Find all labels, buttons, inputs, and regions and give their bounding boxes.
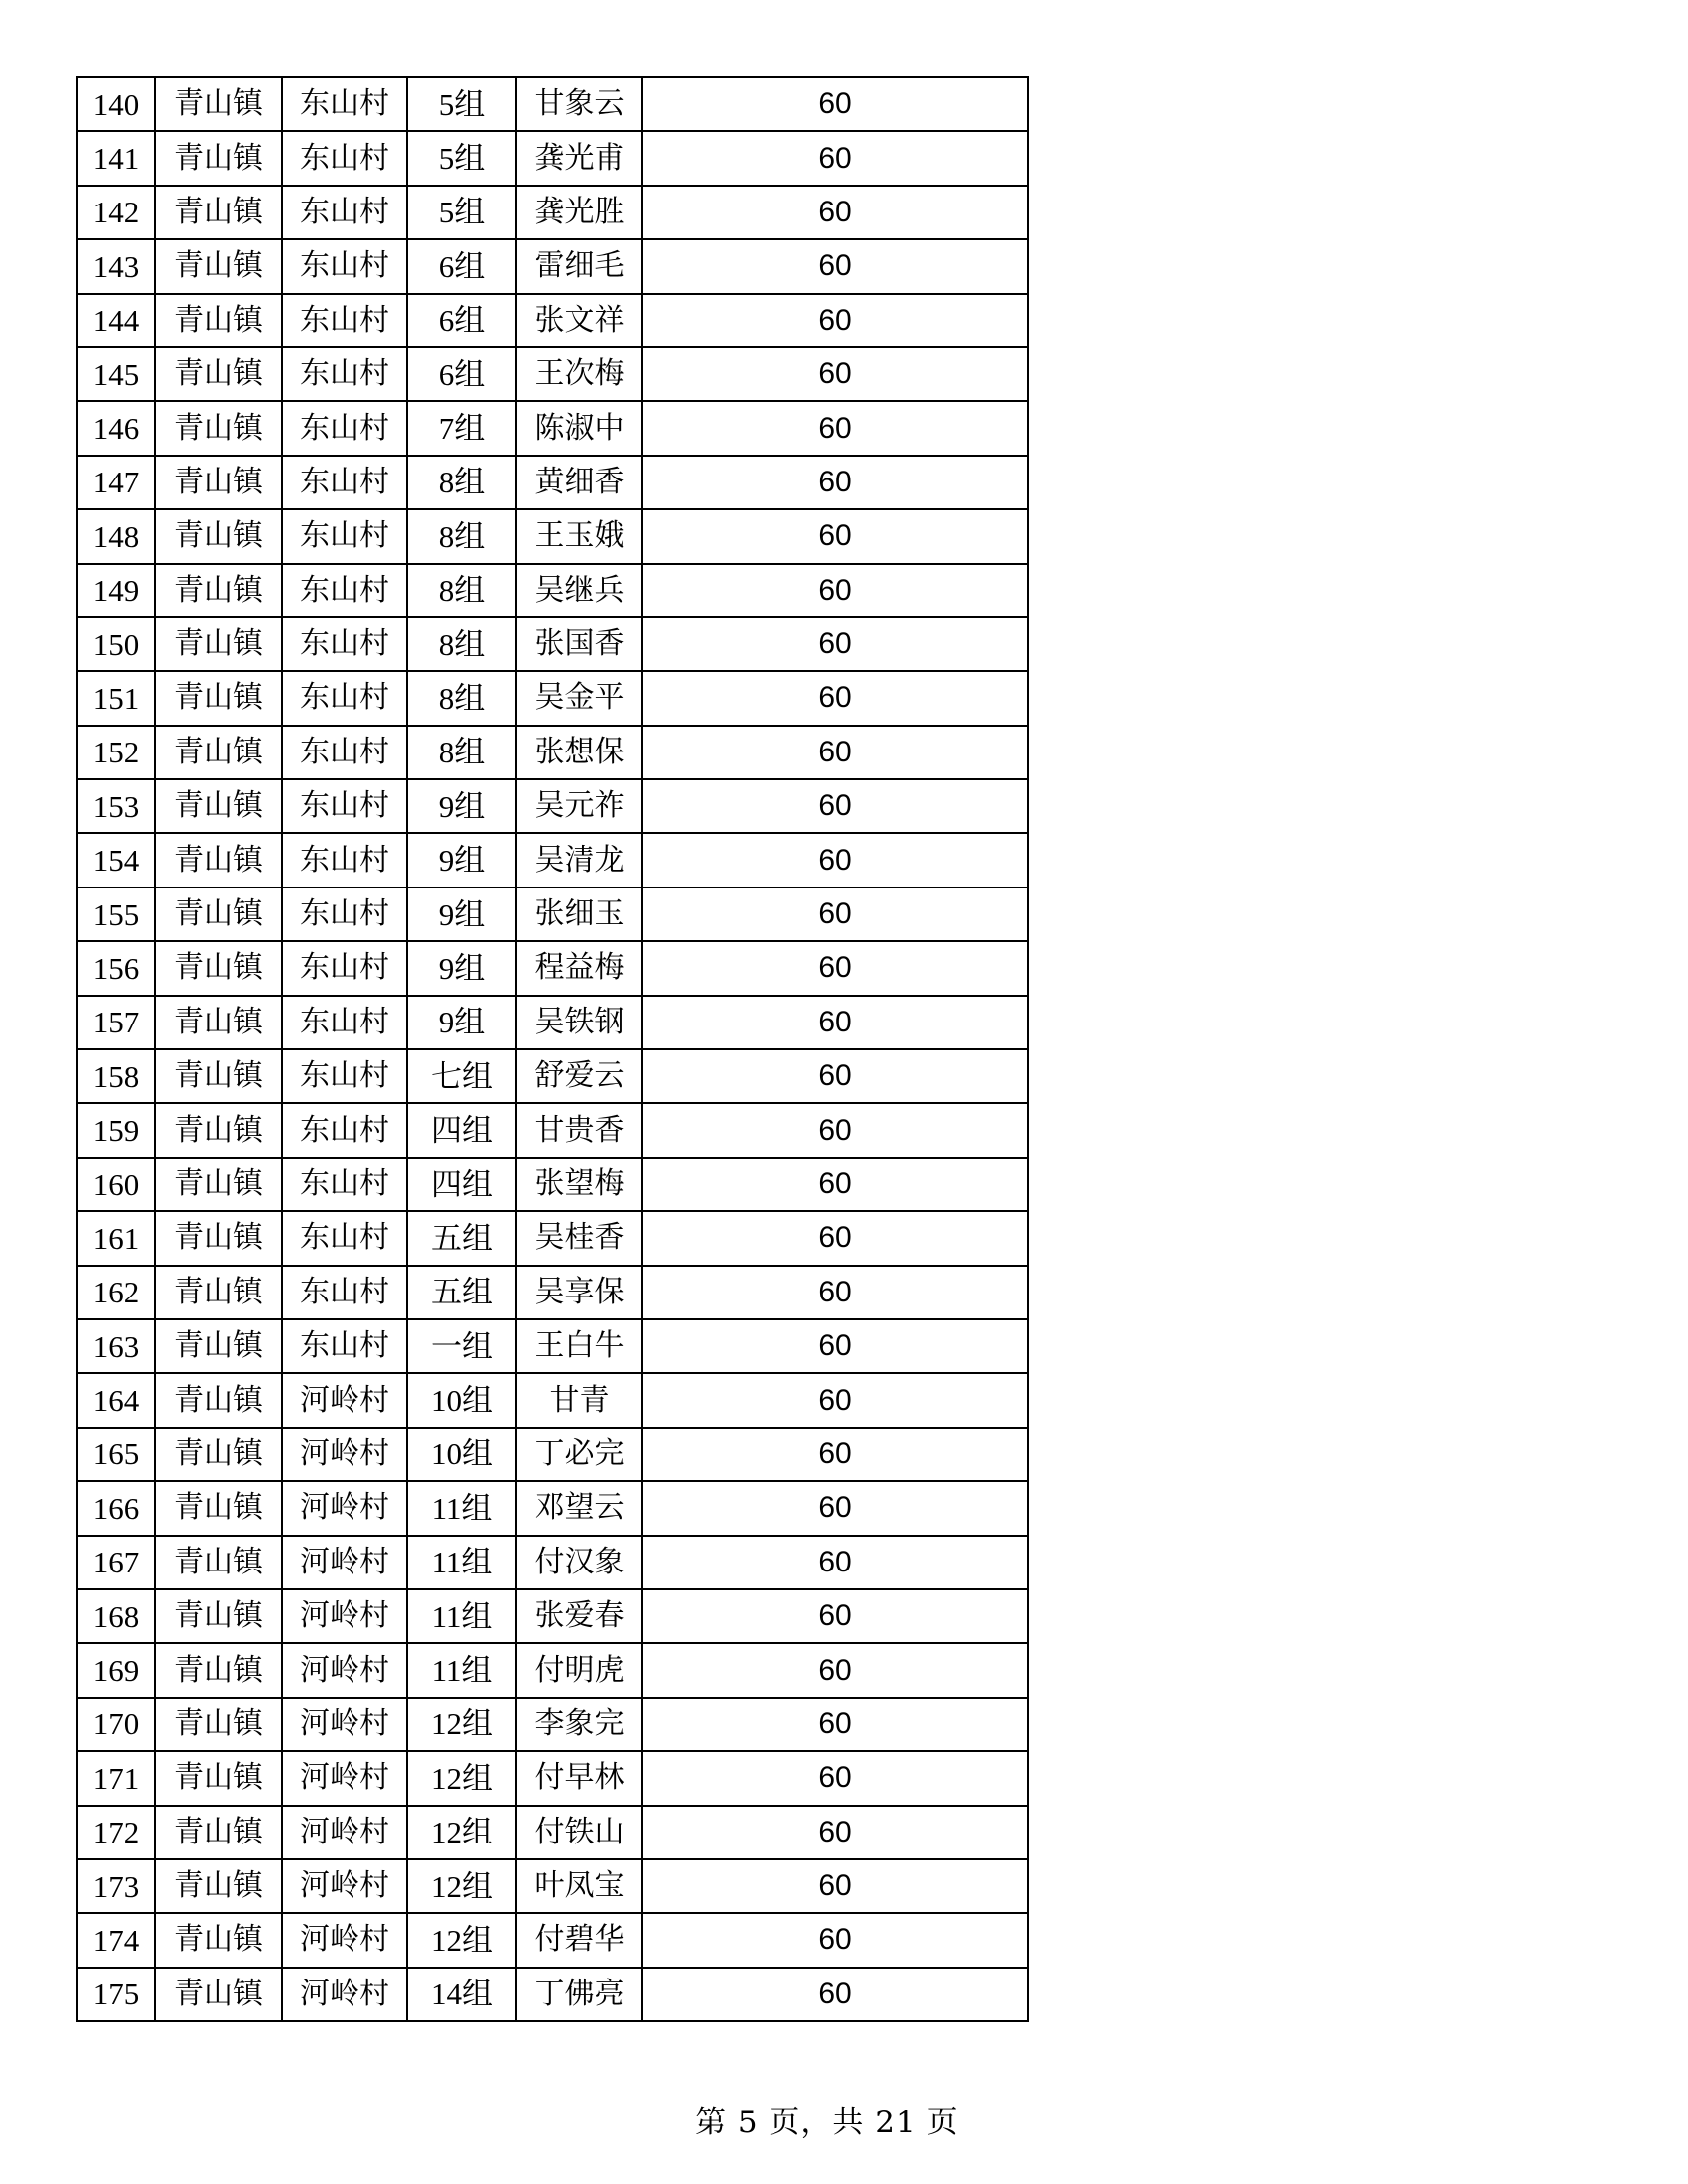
person-name-cell: 付碧华: [516, 1913, 642, 1967]
group-cell: 6组: [407, 294, 516, 347]
person-name-cell: 吴清龙: [516, 833, 642, 887]
person-name-cell: 雷细毛: [516, 239, 642, 293]
row-number-cell: 162: [77, 1266, 155, 1319]
village-cell: 东山村: [282, 671, 407, 725]
table-row: [77, 671, 1028, 725]
person-name-cell: 舒爱云: [516, 1049, 642, 1103]
town-cell: 青山镇: [155, 1751, 282, 1805]
person-name-cell: 王玉娥: [516, 509, 642, 563]
village-cell: 东山村: [282, 456, 407, 509]
town-cell: 青山镇: [155, 1373, 282, 1427]
amount-cell: 60: [642, 1806, 1028, 1859]
town-cell: 青山镇: [155, 1481, 282, 1535]
village-cell: 东山村: [282, 401, 407, 455]
group-cell: 11组: [407, 1643, 516, 1697]
village-cell: 东山村: [282, 1049, 407, 1103]
group-cell: 14组: [407, 1968, 516, 2021]
amount-cell: 60: [642, 833, 1028, 887]
table-row: [77, 77, 1028, 131]
village-cell: 东山村: [282, 779, 407, 833]
row-number-cell: 173: [77, 1859, 155, 1913]
table-row: [77, 294, 1028, 347]
village-cell: 河岭村: [282, 1859, 407, 1913]
person-name-cell: 张细玉: [516, 887, 642, 941]
village-cell: 东山村: [282, 726, 407, 779]
table-row: [77, 617, 1028, 671]
row-number-cell: 168: [77, 1589, 155, 1643]
person-name-cell: 龚光胜: [516, 186, 642, 239]
person-name-cell: 吴享保: [516, 1266, 642, 1319]
person-name-cell: 黄细香: [516, 456, 642, 509]
group-cell: 9组: [407, 779, 516, 833]
row-number-cell: 157: [77, 996, 155, 1049]
amount-cell: 60: [642, 1913, 1028, 1967]
row-number-cell: 165: [77, 1428, 155, 1481]
town-cell: 青山镇: [155, 1859, 282, 1913]
group-cell: 8组: [407, 509, 516, 563]
row-number-cell: 156: [77, 941, 155, 995]
table-row: [77, 779, 1028, 833]
village-cell: 东山村: [282, 347, 407, 401]
row-number-cell: 159: [77, 1103, 155, 1157]
person-name-cell: 张国香: [516, 617, 642, 671]
amount-cell: 60: [642, 1698, 1028, 1751]
town-cell: 青山镇: [155, 186, 282, 239]
person-name-cell: 李象完: [516, 1698, 642, 1751]
village-cell: 东山村: [282, 833, 407, 887]
village-cell: 河岭村: [282, 1589, 407, 1643]
amount-cell: 60: [642, 1103, 1028, 1157]
table-row: [77, 996, 1028, 1049]
town-cell: 青山镇: [155, 131, 282, 185]
table-row: [77, 1049, 1028, 1103]
village-cell: 河岭村: [282, 1913, 407, 1967]
town-cell: 青山镇: [155, 887, 282, 941]
amount-cell: 60: [642, 239, 1028, 293]
town-cell: 青山镇: [155, 779, 282, 833]
group-cell: 七组: [407, 1049, 516, 1103]
village-cell: 东山村: [282, 1211, 407, 1265]
amount-cell: 60: [642, 131, 1028, 185]
group-cell: 9组: [407, 941, 516, 995]
amount-cell: 60: [642, 294, 1028, 347]
row-number-cell: 145: [77, 347, 155, 401]
table-row: [77, 1913, 1028, 1967]
table-body: [77, 77, 1028, 2021]
amount-cell: 60: [642, 509, 1028, 563]
group-cell: 8组: [407, 726, 516, 779]
group-cell: 一组: [407, 1319, 516, 1373]
group-cell: 12组: [407, 1751, 516, 1805]
village-cell: 东山村: [282, 564, 407, 617]
row-number-cell: 142: [77, 186, 155, 239]
amount-cell: 60: [642, 1536, 1028, 1589]
table-row: [77, 1103, 1028, 1157]
person-name-cell: 王次梅: [516, 347, 642, 401]
table-row: [77, 887, 1028, 941]
row-number-cell: 141: [77, 131, 155, 185]
person-name-cell: 甘青: [516, 1373, 642, 1427]
amount-cell: 60: [642, 186, 1028, 239]
village-cell: 河岭村: [282, 1698, 407, 1751]
person-name-cell: 丁佛亮: [516, 1968, 642, 2021]
amount-cell: 60: [642, 347, 1028, 401]
amount-cell: 60: [642, 1751, 1028, 1805]
table-row: [77, 1211, 1028, 1265]
table-row: [77, 1266, 1028, 1319]
row-number-cell: 144: [77, 294, 155, 347]
row-number-cell: 149: [77, 564, 155, 617]
row-number-cell: 153: [77, 779, 155, 833]
row-number-cell: 154: [77, 833, 155, 887]
group-cell: 10组: [407, 1428, 516, 1481]
amount-cell: 60: [642, 456, 1028, 509]
town-cell: 青山镇: [155, 1211, 282, 1265]
person-name-cell: 付明虎: [516, 1643, 642, 1697]
village-cell: 河岭村: [282, 1481, 407, 1535]
town-cell: 青山镇: [155, 996, 282, 1049]
amount-cell: 60: [642, 887, 1028, 941]
town-cell: 青山镇: [155, 1536, 282, 1589]
person-name-cell: 吴继兵: [516, 564, 642, 617]
table-row: [77, 1968, 1028, 2021]
town-cell: 青山镇: [155, 941, 282, 995]
town-cell: 青山镇: [155, 294, 282, 347]
group-cell: 9组: [407, 887, 516, 941]
row-number-cell: 146: [77, 401, 155, 455]
row-number-cell: 143: [77, 239, 155, 293]
row-number-cell: 148: [77, 509, 155, 563]
amount-cell: 60: [642, 564, 1028, 617]
row-number-cell: 174: [77, 1913, 155, 1967]
row-number-cell: 172: [77, 1806, 155, 1859]
village-cell: 东山村: [282, 509, 407, 563]
village-cell: 河岭村: [282, 1373, 407, 1427]
table-row: [77, 1481, 1028, 1535]
person-name-cell: 王白牛: [516, 1319, 642, 1373]
village-cell: 河岭村: [282, 1643, 407, 1697]
village-cell: 东山村: [282, 887, 407, 941]
table-row: [77, 1373, 1028, 1427]
table-row: [77, 401, 1028, 455]
village-cell: 东山村: [282, 1266, 407, 1319]
town-cell: 青山镇: [155, 1643, 282, 1697]
person-name-cell: 张文祥: [516, 294, 642, 347]
town-cell: 青山镇: [155, 671, 282, 725]
group-cell: 6组: [407, 347, 516, 401]
town-cell: 青山镇: [155, 1266, 282, 1319]
village-cell: 河岭村: [282, 1968, 407, 2021]
town-cell: 青山镇: [155, 1319, 282, 1373]
town-cell: 青山镇: [155, 1103, 282, 1157]
village-cell: 东山村: [282, 617, 407, 671]
group-cell: 9组: [407, 996, 516, 1049]
town-cell: 青山镇: [155, 347, 282, 401]
person-name-cell: 叶凤宝: [516, 1859, 642, 1913]
group-cell: 五组: [407, 1266, 516, 1319]
amount-cell: 60: [642, 779, 1028, 833]
person-name-cell: 张想保: [516, 726, 642, 779]
town-cell: 青山镇: [155, 509, 282, 563]
row-number-cell: 175: [77, 1968, 155, 2021]
row-number-cell: 147: [77, 456, 155, 509]
village-cell: 河岭村: [282, 1751, 407, 1805]
village-cell: 东山村: [282, 186, 407, 239]
group-cell: 11组: [407, 1536, 516, 1589]
person-name-cell: 吴元祚: [516, 779, 642, 833]
town-cell: 青山镇: [155, 1049, 282, 1103]
row-number-cell: 163: [77, 1319, 155, 1373]
amount-cell: 60: [642, 996, 1028, 1049]
town-cell: 青山镇: [155, 564, 282, 617]
person-name-cell: 付早林: [516, 1751, 642, 1805]
village-cell: 东山村: [282, 996, 407, 1049]
group-cell: 6组: [407, 239, 516, 293]
village-cell: 河岭村: [282, 1806, 407, 1859]
person-name-cell: 丁必完: [516, 1428, 642, 1481]
village-cell: 东山村: [282, 941, 407, 995]
town-cell: 青山镇: [155, 1806, 282, 1859]
town-cell: 青山镇: [155, 617, 282, 671]
amount-cell: 60: [642, 671, 1028, 725]
table-row: [77, 1751, 1028, 1805]
amount-cell: 60: [642, 1643, 1028, 1697]
town-cell: 青山镇: [155, 401, 282, 455]
group-cell: 12组: [407, 1806, 516, 1859]
person-name-cell: 张爱春: [516, 1589, 642, 1643]
town-cell: 青山镇: [155, 1589, 282, 1643]
table-row: [77, 1589, 1028, 1643]
amount-cell: 60: [642, 726, 1028, 779]
row-number-cell: 161: [77, 1211, 155, 1265]
row-number-cell: 140: [77, 77, 155, 131]
amount-cell: 60: [642, 941, 1028, 995]
amount-cell: 60: [642, 1589, 1028, 1643]
amount-cell: 60: [642, 1266, 1028, 1319]
table-row: [77, 833, 1028, 887]
town-cell: 青山镇: [155, 1428, 282, 1481]
beneficiary-table: [76, 76, 1029, 2022]
row-number-cell: 167: [77, 1536, 155, 1589]
town-cell: 青山镇: [155, 1698, 282, 1751]
table-row: [77, 131, 1028, 185]
person-name-cell: 程益梅: [516, 941, 642, 995]
village-cell: 东山村: [282, 1319, 407, 1373]
group-cell: 8组: [407, 456, 516, 509]
village-cell: 东山村: [282, 1103, 407, 1157]
row-number-cell: 164: [77, 1373, 155, 1427]
table-row: [77, 1428, 1028, 1481]
group-cell: 7组: [407, 401, 516, 455]
table-row: [77, 347, 1028, 401]
group-cell: 12组: [407, 1913, 516, 1967]
amount-cell: 60: [642, 401, 1028, 455]
person-name-cell: 付汉象: [516, 1536, 642, 1589]
table-row: [77, 1643, 1028, 1697]
group-cell: 四组: [407, 1103, 516, 1157]
person-name-cell: 付铁山: [516, 1806, 642, 1859]
group-cell: 12组: [407, 1698, 516, 1751]
person-name-cell: 吴桂香: [516, 1211, 642, 1265]
town-cell: 青山镇: [155, 726, 282, 779]
person-name-cell: 陈淑中: [516, 401, 642, 455]
amount-cell: 60: [642, 1428, 1028, 1481]
amount-cell: 60: [642, 1859, 1028, 1913]
row-number-cell: 155: [77, 887, 155, 941]
town-cell: 青山镇: [155, 77, 282, 131]
table-row: [77, 1859, 1028, 1913]
group-cell: 五组: [407, 1211, 516, 1265]
group-cell: 12组: [407, 1859, 516, 1913]
table-row: [77, 564, 1028, 617]
row-number-cell: 151: [77, 671, 155, 725]
town-cell: 青山镇: [155, 1968, 282, 2021]
town-cell: 青山镇: [155, 1913, 282, 1967]
village-cell: 东山村: [282, 131, 407, 185]
amount-cell: 60: [642, 1211, 1028, 1265]
group-cell: 8组: [407, 564, 516, 617]
table-row: [77, 1158, 1028, 1211]
village-cell: 东山村: [282, 239, 407, 293]
person-name-cell: 吴铁钢: [516, 996, 642, 1049]
row-number-cell: 171: [77, 1751, 155, 1805]
village-cell: 河岭村: [282, 1428, 407, 1481]
village-cell: 东山村: [282, 1158, 407, 1211]
person-name-cell: 吴金平: [516, 671, 642, 725]
table-row: [77, 1698, 1028, 1751]
village-cell: 东山村: [282, 77, 407, 131]
amount-cell: 60: [642, 1968, 1028, 2021]
table-row: [77, 239, 1028, 293]
group-cell: 5组: [407, 131, 516, 185]
person-name-cell: 邓望云: [516, 1481, 642, 1535]
row-number-cell: 152: [77, 726, 155, 779]
table-row: [77, 1319, 1028, 1373]
row-number-cell: 166: [77, 1481, 155, 1535]
group-cell: 5组: [407, 77, 516, 131]
town-cell: 青山镇: [155, 456, 282, 509]
person-name-cell: 张望梅: [516, 1158, 642, 1211]
town-cell: 青山镇: [155, 833, 282, 887]
group-cell: 5组: [407, 186, 516, 239]
table-row: [77, 1536, 1028, 1589]
group-cell: 8组: [407, 671, 516, 725]
table-row: [77, 186, 1028, 239]
row-number-cell: 169: [77, 1643, 155, 1697]
person-name-cell: 甘贵香: [516, 1103, 642, 1157]
row-number-cell: 170: [77, 1698, 155, 1751]
group-cell: 8组: [407, 617, 516, 671]
amount-cell: 60: [642, 77, 1028, 131]
town-cell: 青山镇: [155, 1158, 282, 1211]
group-cell: 四组: [407, 1158, 516, 1211]
amount-cell: 60: [642, 1158, 1028, 1211]
group-cell: 11组: [407, 1589, 516, 1643]
table-row: [77, 726, 1028, 779]
table-row: [77, 941, 1028, 995]
village-cell: 东山村: [282, 294, 407, 347]
table-row: [77, 456, 1028, 509]
person-name-cell: 甘象云: [516, 77, 642, 131]
amount-cell: 60: [642, 1373, 1028, 1427]
group-cell: 10组: [407, 1373, 516, 1427]
table-row: [77, 509, 1028, 563]
page-number-footer: 第 5 页，共 21 页: [695, 2105, 959, 2140]
amount-cell: 60: [642, 1481, 1028, 1535]
village-cell: 河岭村: [282, 1536, 407, 1589]
person-name-cell: 龚光甫: [516, 131, 642, 185]
amount-cell: 60: [642, 617, 1028, 671]
row-number-cell: 160: [77, 1158, 155, 1211]
town-cell: 青山镇: [155, 239, 282, 293]
row-number-cell: 150: [77, 617, 155, 671]
group-cell: 9组: [407, 833, 516, 887]
amount-cell: 60: [642, 1049, 1028, 1103]
group-cell: 11组: [407, 1481, 516, 1535]
row-number-cell: 158: [77, 1049, 155, 1103]
table-row: [77, 1806, 1028, 1859]
amount-cell: 60: [642, 1319, 1028, 1373]
